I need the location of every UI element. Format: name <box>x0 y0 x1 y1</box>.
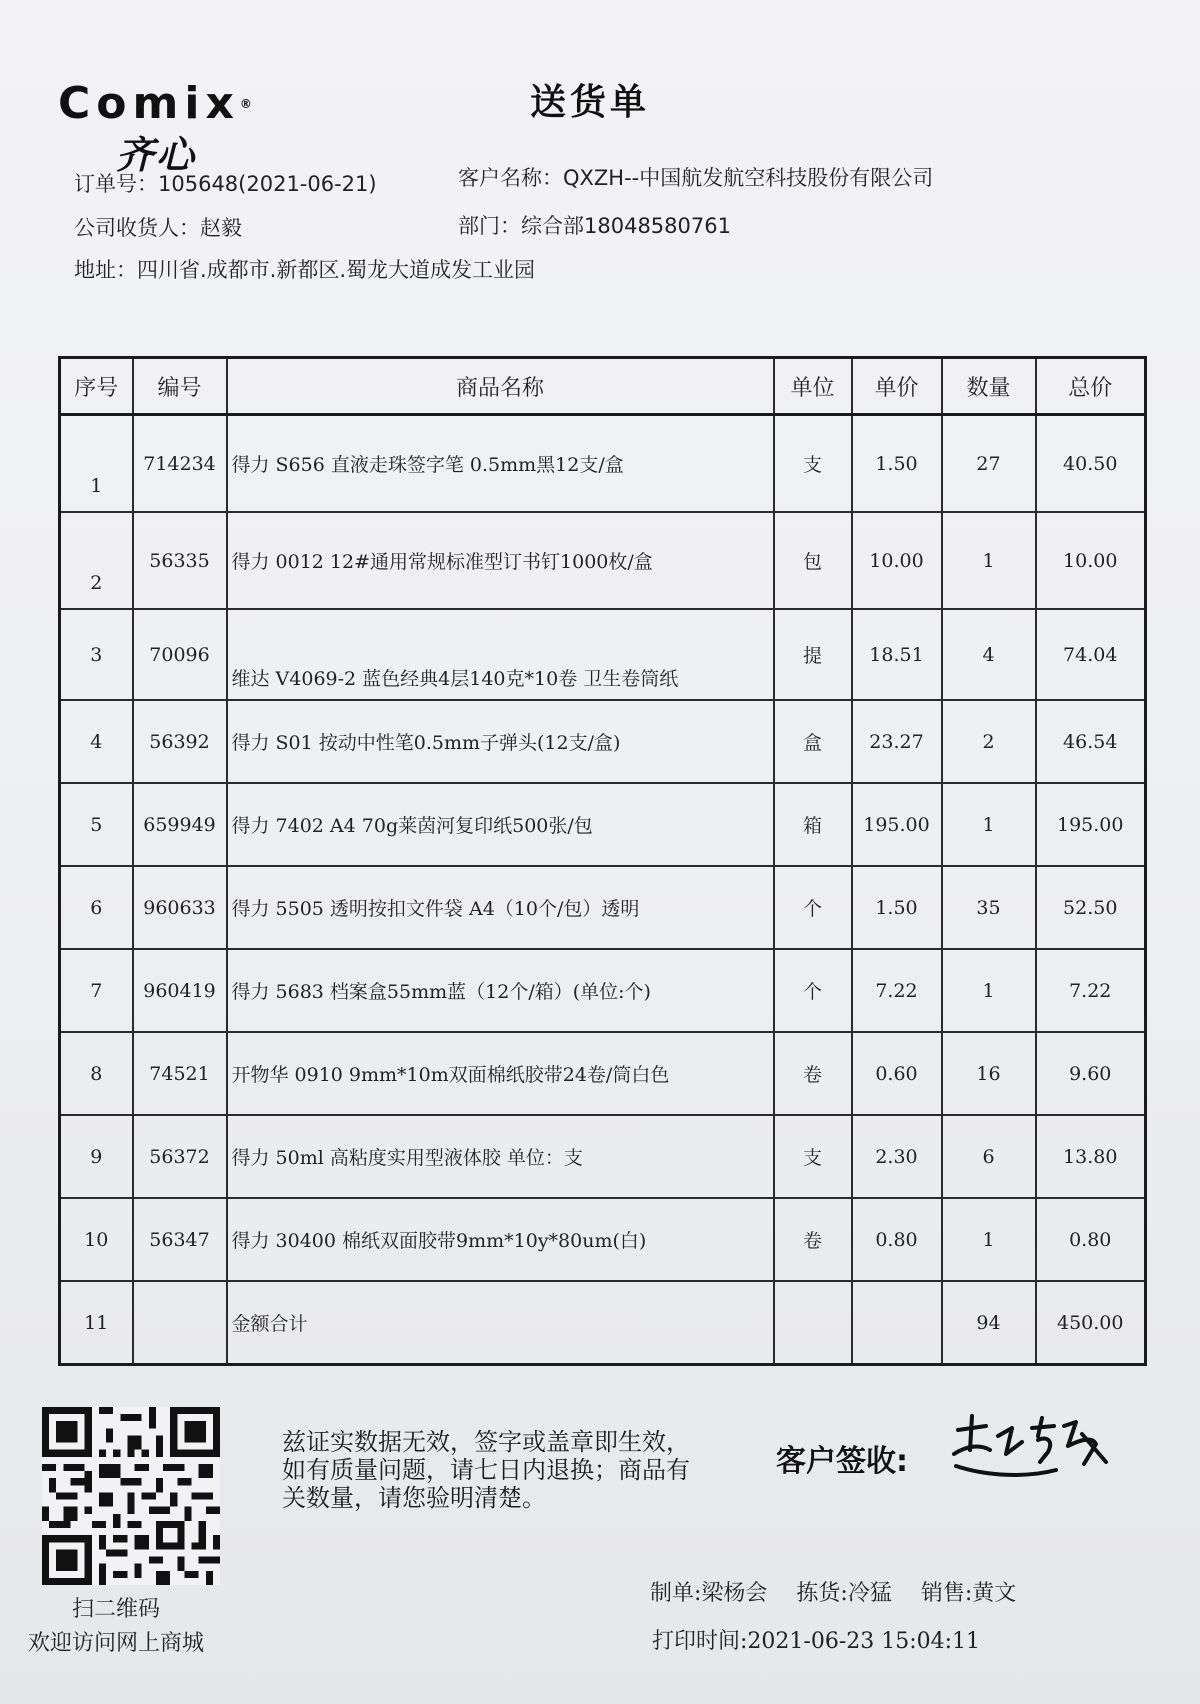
cell-code: 56372 <box>133 1115 227 1198</box>
header-seq: 序号 <box>60 358 133 415</box>
table-row <box>60 866 1146 949</box>
cell-total: 7.22 <box>1036 949 1146 1032</box>
department: 部门：综合部18048580761 <box>458 214 731 238</box>
cell-code: 56347 <box>133 1198 227 1281</box>
table-row <box>60 783 1146 866</box>
notice-text: 兹证实数据无效，签字或盖章即生效，如有质量问题，请七日内退换；商品有关数量，请您验明清楚。 <box>282 1428 690 1512</box>
page-title: 送货单 <box>530 82 651 123</box>
cell-quantity: 4 <box>942 609 1036 700</box>
cell-total-amount: 450.00 <box>1036 1281 1146 1365</box>
maker: 制单:梁杨会 <box>650 1581 768 1606</box>
cell-unit: 包 <box>774 512 852 609</box>
cell-unit-price: 23.27 <box>852 700 942 783</box>
cell-seq: 2 <box>60 512 133 609</box>
cell-unit: 盒 <box>774 700 852 783</box>
items-table-wrapper <box>58 356 1144 1366</box>
cell-total: 46.54 <box>1036 700 1146 783</box>
table-row <box>60 609 1146 700</box>
cell-unit-price: 7.22 <box>852 949 942 1032</box>
cell-unit-price: 0.80 <box>852 1198 942 1281</box>
cell-product-name: 开物华 0910 9mm*10m双面棉纸胶带24卷/筒白色 <box>227 1032 774 1115</box>
cell-seq: 11 <box>60 1281 133 1365</box>
table-row-total <box>60 1281 1146 1365</box>
cell-unit-price: 195.00 <box>852 783 942 866</box>
cell-unit-price: 18.51 <box>852 609 942 700</box>
cell-seq: 9 <box>60 1115 133 1198</box>
cell-unit-price: 1.50 <box>852 415 942 513</box>
logo-brand-cn: 齐心 <box>116 133 197 177</box>
cell-total-quantity: 94 <box>942 1281 1036 1365</box>
cell-total: 74.04 <box>1036 609 1146 700</box>
comix-logo <box>58 78 252 177</box>
cell-unit-price <box>852 1281 942 1365</box>
cell-seq: 8 <box>60 1032 133 1115</box>
cell-unit-price: 1.50 <box>852 866 942 949</box>
cell-total-label: 金额合计 <box>227 1281 774 1365</box>
header-unit-price: 单价 <box>852 358 942 415</box>
cell-unit: 支 <box>774 415 852 513</box>
cell-total: 10.00 <box>1036 512 1146 609</box>
cell-code: 960633 <box>133 866 227 949</box>
cell-quantity: 1 <box>942 949 1036 1032</box>
logo-brand-en: Comix® <box>58 78 252 129</box>
cell-quantity: 27 <box>942 415 1036 513</box>
order-number: 订单号：105648(2021-06-21) <box>74 172 377 196</box>
header-total: 总价 <box>1036 358 1146 415</box>
customer-name: 客户名称：QXZH--中国航发航空科技股份有限公司 <box>458 166 934 190</box>
staff-info <box>650 1576 1038 1607</box>
table-header-row <box>60 358 1146 415</box>
header-quantity: 数量 <box>942 358 1036 415</box>
cell-code: 70096 <box>133 609 227 700</box>
cell-seq: 1 <box>60 415 133 513</box>
header-product-name: 商品名称 <box>227 358 774 415</box>
qr-code <box>42 1407 220 1585</box>
cell-product-name: 得力 30400 棉纸双面胶带9mm*10y*80um(白) <box>227 1198 774 1281</box>
cell-unit <box>774 1281 852 1365</box>
cell-unit-price: 2.30 <box>852 1115 942 1198</box>
cell-seq: 5 <box>60 783 133 866</box>
cell-unit: 支 <box>774 1115 852 1198</box>
table-row <box>60 1198 1146 1281</box>
cell-product-name: 得力 S01 按动中性笔0.5mm子弹头(12支/盒) <box>227 700 774 783</box>
sales: 销售:黄文 <box>920 1581 1017 1606</box>
table-row <box>60 415 1146 513</box>
cell-unit-price: 0.60 <box>852 1032 942 1115</box>
cell-unit: 卷 <box>774 1032 852 1115</box>
table-row <box>60 949 1146 1032</box>
cell-code: 714234 <box>133 415 227 513</box>
header-code: 编号 <box>133 358 227 415</box>
address: 地址：四川省.成都市.新都区.蜀龙大道成发工业园 <box>74 258 536 282</box>
cell-code: 56392 <box>133 700 227 783</box>
cell-unit: 个 <box>774 866 852 949</box>
cell-product-name: 得力 5505 透明按扣文件袋 A4（10个/包）透明 <box>227 866 774 949</box>
cell-quantity: 6 <box>942 1115 1036 1198</box>
cell-seq: 4 <box>60 700 133 783</box>
table-row <box>60 1115 1146 1198</box>
visit-store-label: 欢迎访问网上商城 <box>28 1631 205 1656</box>
cell-total: 52.50 <box>1036 866 1146 949</box>
customer-sign-label: 客户签收: <box>776 1444 908 1479</box>
cell-quantity: 16 <box>942 1032 1036 1115</box>
cell-product-name: 维达 V4069-2 蓝色经典4层140克*10卷 卫生卷筒纸 <box>227 609 774 700</box>
cell-seq: 10 <box>60 1198 133 1281</box>
cell-code: 659949 <box>133 783 227 866</box>
cell-quantity: 2 <box>942 700 1036 783</box>
cell-total: 13.80 <box>1036 1115 1146 1198</box>
cell-unit-price: 10.00 <box>852 512 942 609</box>
items-table <box>58 356 1147 1366</box>
header-unit: 单位 <box>774 358 852 415</box>
cell-product-name: 得力 5683 档案盒55mm蓝（12个/箱）(单位:个) <box>227 949 774 1032</box>
cell-code: 74521 <box>133 1032 227 1115</box>
cell-unit: 提 <box>774 609 852 700</box>
cell-code: 960419 <box>133 949 227 1032</box>
cell-code <box>133 1281 227 1365</box>
cell-code: 56335 <box>133 512 227 609</box>
cell-seq: 3 <box>60 609 133 700</box>
cell-product-name: 得力 0012 12#通用常规标准型订书钉1000枚/盒 <box>227 512 774 609</box>
cell-seq: 6 <box>60 866 133 949</box>
table-row <box>60 700 1146 783</box>
scan-qr-label: 扫二维码 <box>72 1597 161 1622</box>
cell-quantity: 1 <box>942 783 1036 866</box>
table-row <box>60 512 1146 609</box>
cell-unit: 箱 <box>774 783 852 866</box>
cell-total: 40.50 <box>1036 415 1146 513</box>
cell-quantity: 1 <box>942 512 1036 609</box>
cell-seq: 7 <box>60 949 133 1032</box>
cell-total: 0.80 <box>1036 1198 1146 1281</box>
cell-total: 9.60 <box>1036 1032 1146 1115</box>
cell-unit: 卷 <box>774 1198 852 1281</box>
table-row <box>60 1032 1146 1115</box>
handwritten-signature <box>946 1406 1126 1486</box>
receiver: 公司收货人：赵毅 <box>74 216 242 240</box>
cell-quantity: 35 <box>942 866 1036 949</box>
picker: 拣货:冷猛 <box>796 1581 892 1606</box>
cell-product-name: 得力 S656 直液走珠签字笔 0.5mm黑12支/盒 <box>227 415 774 513</box>
cell-unit: 个 <box>774 949 852 1032</box>
print-time: 打印时间:2021-06-23 15:04:11 <box>652 1629 981 1654</box>
cell-product-name: 得力 50ml 高粘度实用型液体胶 单位：支 <box>227 1115 774 1198</box>
cell-product-name: 得力 7402 A4 70g莱茵河复印纸500张/包 <box>227 783 774 866</box>
cell-total: 195.00 <box>1036 783 1146 866</box>
cell-quantity: 1 <box>942 1198 1036 1281</box>
